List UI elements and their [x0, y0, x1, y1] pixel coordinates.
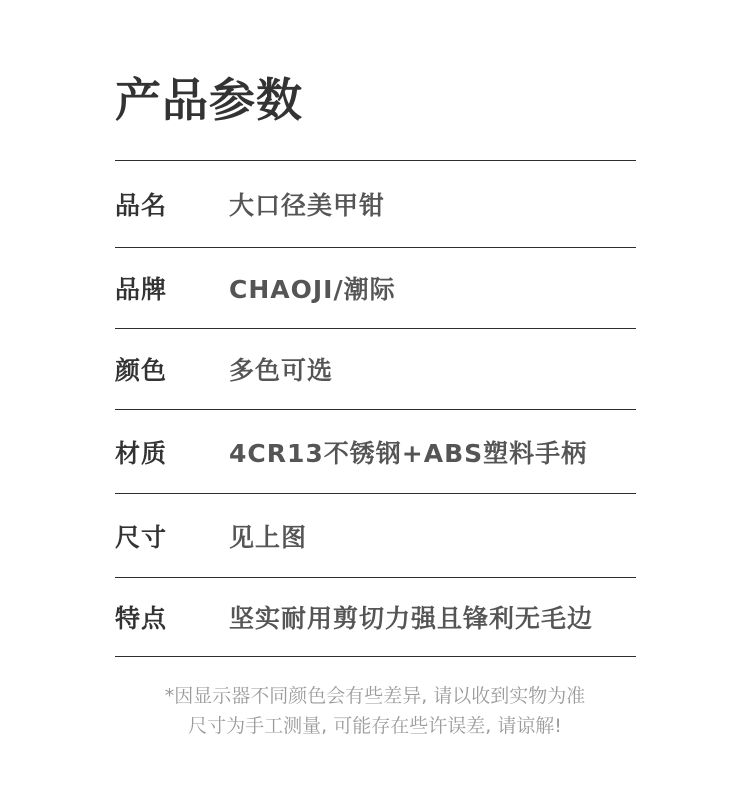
- param-row-size: [115, 494, 636, 578]
- disclaimer-line-1: *因显示器不同颜色会有些差异, 请以收到实物为准: [164, 685, 586, 707]
- param-label: 品牌: [115, 275, 168, 304]
- param-row-name: [115, 161, 636, 248]
- param-value: 大口径美甲钳: [229, 191, 386, 220]
- param-row-material: [115, 410, 636, 494]
- param-label: 颜色: [115, 356, 168, 385]
- param-value: 坚实耐用剪切力强且锋利无毛边: [229, 604, 594, 633]
- param-value: 多色可选: [229, 356, 334, 385]
- param-value: 4CR13不锈钢+ABS塑料手柄: [229, 438, 588, 468]
- disclaimer-line-2: 尺寸为手工测量, 可能存在些许误差, 请谅解!: [188, 715, 562, 737]
- param-label: 尺寸: [115, 522, 168, 552]
- param-value: 见上图: [229, 522, 308, 552]
- param-row-brand: [115, 248, 636, 329]
- param-row-color: [115, 329, 636, 410]
- params-table: [115, 160, 636, 657]
- param-row-features: [115, 578, 636, 657]
- param-label: 特点: [115, 604, 168, 633]
- param-value: CHAOJI/潮际: [229, 275, 396, 304]
- param-label: 材质: [115, 438, 168, 468]
- page-title: 产品参数: [115, 73, 303, 127]
- param-label: 品名: [115, 191, 168, 220]
